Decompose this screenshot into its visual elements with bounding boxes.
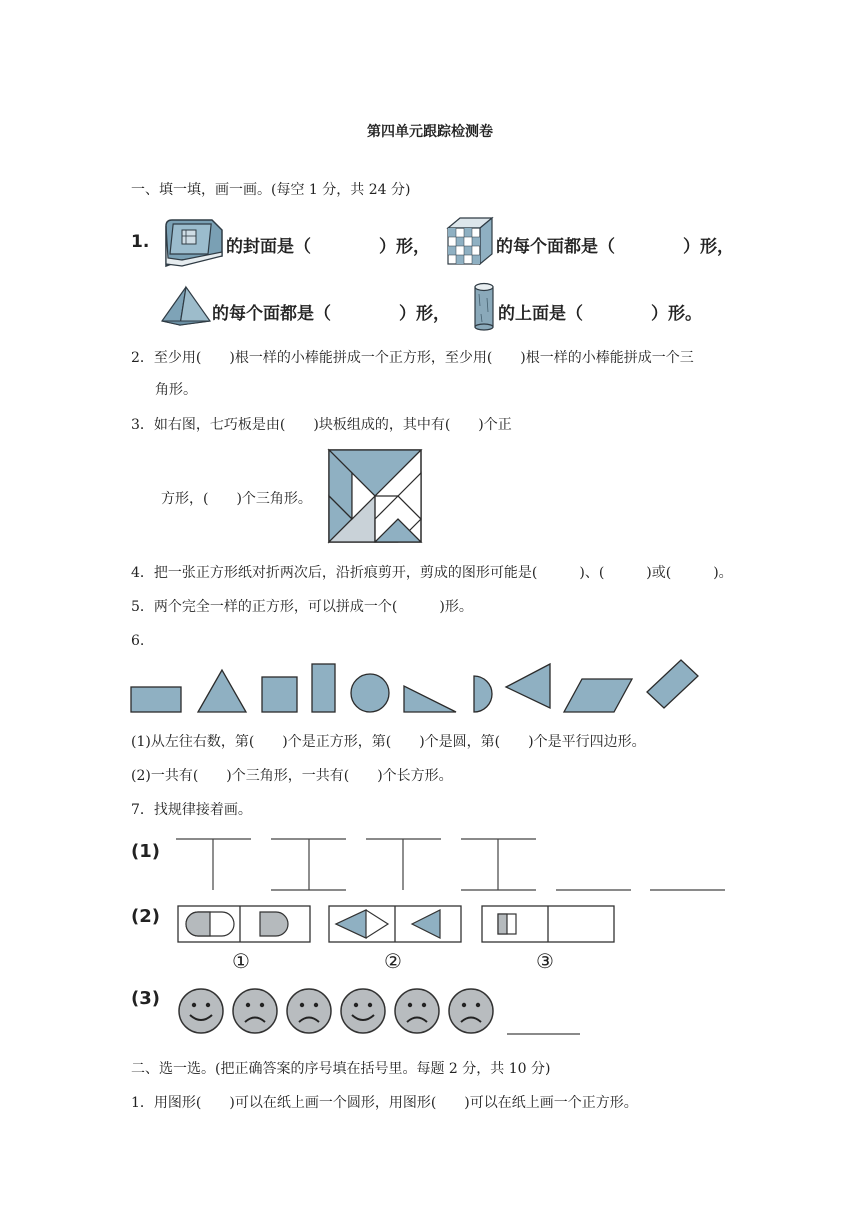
rubiks-cube-icon <box>446 216 494 266</box>
circled-label-3: ③ <box>536 949 554 973</box>
q3-line2: 方形，( )个三角形。 <box>161 491 312 507</box>
section2-heading: 二、选一选。(把正确答案的序号填在括号里。每题 2 分，共 10 分) <box>131 1061 551 1077</box>
shape-right-triangle <box>404 686 456 712</box>
smiley-face-1 <box>179 989 223 1033</box>
shape-rectangle-1 <box>131 687 181 712</box>
q6-shapes-row <box>130 658 710 718</box>
q1-text-b: 的每个面都是（ ）形， <box>496 237 734 257</box>
q6-number: 6. <box>131 633 145 649</box>
shape-semicircle <box>474 676 492 712</box>
q5-text: 5．两个完全一样的正方形，可以拼成一个( )形。 <box>131 599 473 615</box>
q1-text-a: 的封面是（ ）形， <box>226 237 430 257</box>
q2-line1: 2．至少用( )根一样的小棒能拼成一个正方形，至少用( )根一样的小棒能拼成一个三 <box>131 350 694 366</box>
q6-sub2: (2)一共有( )个三角形，一共有( )个长方形。 <box>131 768 453 784</box>
shape-rotated-rectangle <box>647 660 698 708</box>
shape-rectangle-2 <box>312 664 335 712</box>
q7-label-2: (2) <box>131 906 160 927</box>
q6-sub1: (1)从左往右数，第( )个是正方形，第( )个是圆，第( )个是平行四边形。 <box>131 734 646 750</box>
tangram-figure <box>328 449 422 543</box>
cylinder-log-icon <box>472 282 496 332</box>
pyramid-icon <box>160 285 212 327</box>
shape-circle <box>351 674 389 712</box>
shape-triangle-1 <box>198 670 246 712</box>
shape-parallelogram <box>564 679 632 712</box>
q1-number: 1. <box>131 232 150 252</box>
q1-text-c: 的每个面都是（ ）形， <box>212 304 450 324</box>
book-icon <box>160 216 226 268</box>
q7-text: 7．找规律接着画。 <box>131 802 252 818</box>
circled-label-1: ① <box>232 949 250 973</box>
q4-text: 4．把一张正方形纸对折两次后，沿折痕剪开，剪成的图形可能是( )、( )或( )。 <box>131 565 733 581</box>
sad-face-4 <box>449 989 493 1033</box>
sad-face-3 <box>395 989 439 1033</box>
circled-label-2: ② <box>384 949 402 973</box>
shape-triangle-2 <box>506 664 550 708</box>
q7-pattern-3 <box>176 986 586 1038</box>
section2-q1: 1．用图形( )可以在纸上画一个圆形，用图形( )可以在纸上画一个正方形。 <box>131 1095 638 1111</box>
page-title: 第四单元跟踪检测卷 <box>367 124 493 140</box>
q7-pattern-2 <box>176 904 616 946</box>
sad-face-2 <box>287 989 331 1033</box>
section1-heading: 一、填一填，画一画。(每空 1 分，共 24 分) <box>131 182 411 198</box>
smiley-face-2 <box>341 989 385 1033</box>
q1-text-d: 的上面是（ ）形。 <box>498 304 702 324</box>
q2-line2: 角形。 <box>155 382 197 398</box>
q3-line1: 3．如右图，七巧板是由( )块板组成的，其中有( )个正 <box>131 417 512 433</box>
q7-label-3: (3) <box>131 988 160 1009</box>
shape-square <box>262 677 297 712</box>
q7-pattern-1 <box>170 834 730 894</box>
sad-face-1 <box>233 989 277 1033</box>
q7-label-1: (1) <box>131 841 160 862</box>
